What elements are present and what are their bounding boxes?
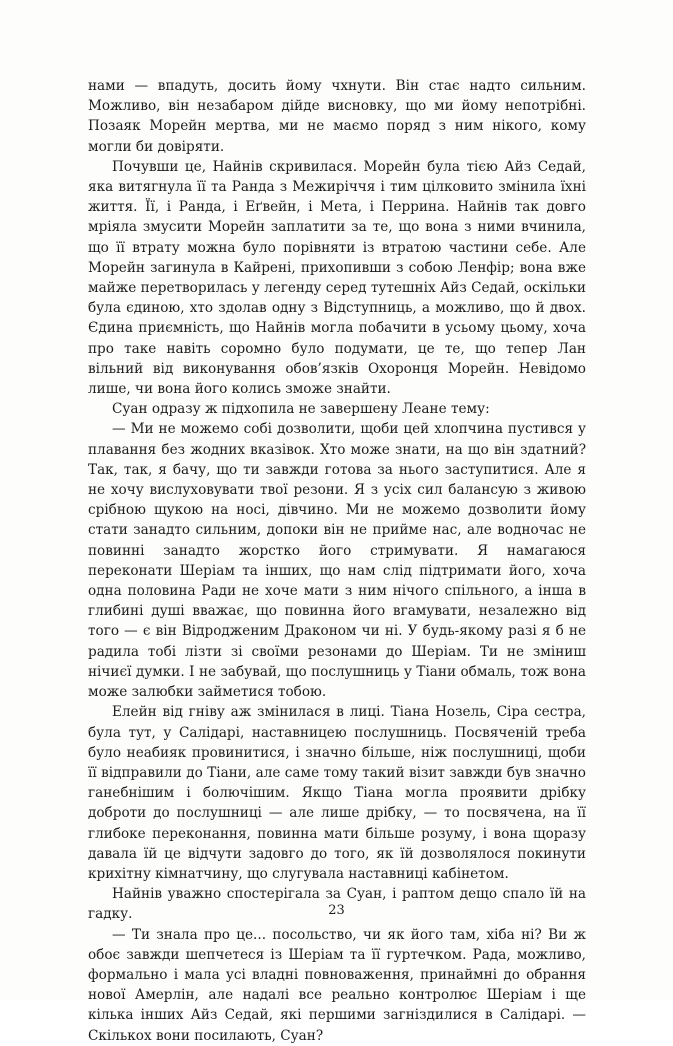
paragraph-6: Найнів уважно спостерігала за Суан, і раптом дещо спало їй на гадку.: [88, 886, 586, 923]
paragraph-7: — Ти знала про це... посольство, чи як його там, хіба ні? Ви ж обоє завжди шепчетеся із Шеріам та її гуртечком. Рада, можливо, формально і мала усі владні повноваження, принаймні до обрання нової Амерлін, але надалі все реально контролює Шеріам і ще кілька інших Айз Седай, які першими загніздилися в Салідарі. — Скількох вони посилають, Суан?: [88, 926, 586, 1044]
paragraph-2: Почувши це, Найнів скривилася. Морейн була тією Айз Седай, яка витягнула її та Ранда з Межиріччя і тим цілковито змінила їхні життя. Її, і Ранда, і Еґвейн, і Мета, і Перрина. Найнів так довго мріяла змусити Морейн заплатити за те, що вона з ними вчинила, що її втрату можна було порівняти із втратою частини себе. Але Морейн загинула в Кайрені, прихопивши з собою Ленфір; вона вже майже перетворилась у легенду серед тутешніх Айз Седай, оскільки була єдиною, хто здолав одну з Відступниць, а можливо, що й двох. Єдина приємність, що Найнів могла побачити в усьому цьому, хоча про таке навіть соромно було подумати, це те, що тепер Лан вільний від виконування обов’язків Охоронця Морейн. Невідомо лише, чи вона його колись зможе знайти.: [88, 158, 586, 398]
body-text: [88, 76, 586, 1046]
page-number: 23: [328, 903, 345, 918]
paragraph-3: Суан одразу ж підхопила не завершену Леане тему:: [112, 401, 490, 418]
paragraph-5: Елейн від гніву аж змінилася в лиці. Тіана Нозель, Сіра сестра, була тут, у Салідарі, наставницею послушниць. Посвяченій треба було неабияк провинитися, і значно більше, ніж послушниці, щоби її відправили до Тіани, але саме тому такий візит завжди був значно ганебнішим і болючішим. Якщо Тіана могла проявити дрібку доброти до послушниці — але лише дрібку, — то посвячена, на її глибоке переконання, повинна мати більше розуму, і вона щоразу давала їй це відчути задовго до того, як їй дозволялося покинути крихітну кімнатчину, що слугувала наставниці кабінетом.: [88, 704, 586, 882]
paragraph-1: нами — впадуть, досить йому чхнути. Він стає надто сильним. Можливо, він незабаром дійде висновку, що ми йому непотрібні. Позаяк Морейн мертва, ми не маємо поряд з ним нікого, кому могли би довіряти.: [88, 78, 586, 155]
paragraph-4: — Ми не можемо собі дозволити, щоби цей хлопчина пустився у плавання без жодних вказівок. Хто може знати, на що він здатний? Так, так, я бачу, що ти завжди готова за нього заступитися. Але я не хочу вислуховувати твої резони. Я з усіх сил балансую з живою срібною щукою на носі, дівчино. Ми не можемо дозволити йому стати занадто сильним, допоки він не прийме нас, але водночас не повинні занадто жорстко його стримувати. Я намагаюся переконати Шеріам та інших, що нам слід підтримати його, хоча одна половина Ради не хоче мати з ним нічого спільного, а інша в глибині душі вважає, що повинна його вгамувати, незалежно від того — є він Відродженим Драконом чи ні. У будь-якому разі я б не радила тобі лізти зі своїми резонами до Шеріам. Ти не зміниш нічиєї думки. І не забувай, що послушниць у Тіани обмаль, тож вона може залюбки займетися тобою.: [88, 421, 586, 701]
